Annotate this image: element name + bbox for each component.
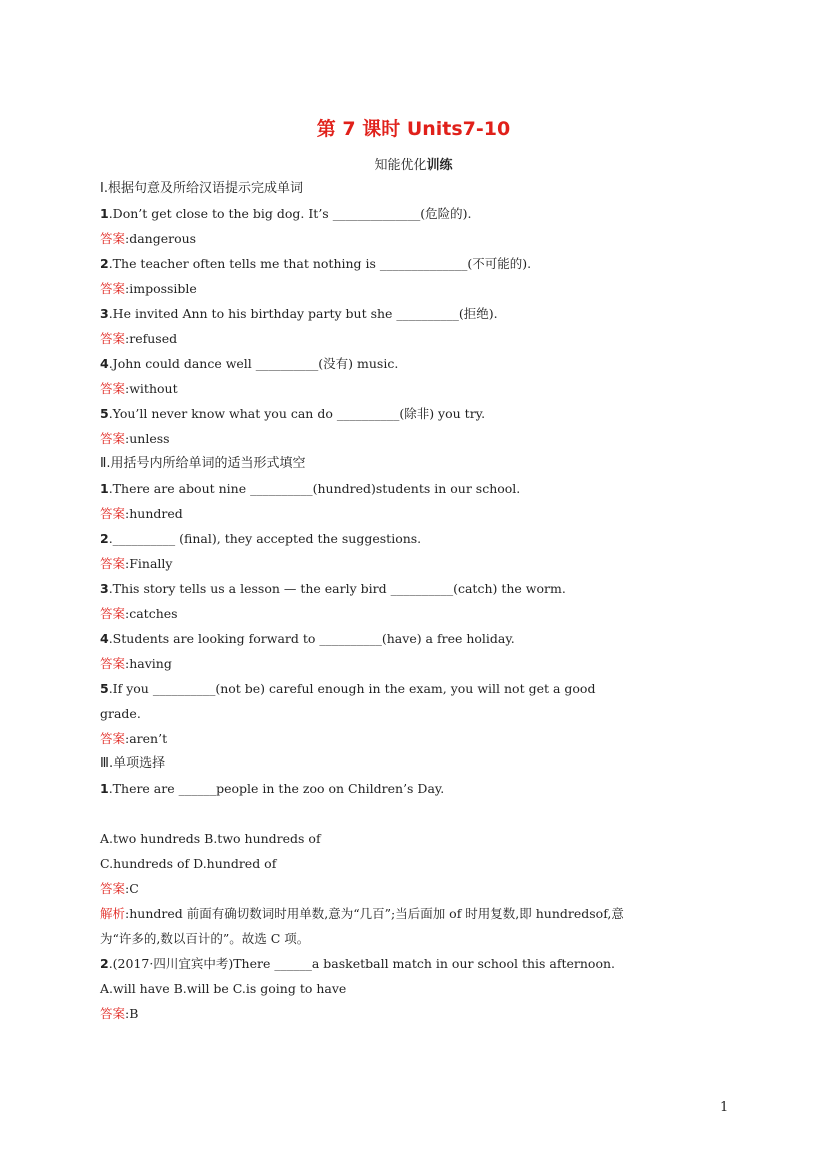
options-line: C.hundreds of D.hundred of <box>100 856 277 871</box>
section-heading-3: Ⅲ.单项选择 <box>100 756 166 771</box>
answer-line: 答案:without <box>100 381 178 396</box>
question-line: 4.Students are looking forward to __________(have) a free holiday. <box>100 631 515 646</box>
page-number: 1 <box>720 1100 729 1115</box>
page-subtitle <box>0 154 827 173</box>
answer-line: 答案:catches <box>100 606 178 621</box>
answer-line: 答案:having <box>100 656 172 671</box>
options-line: A.will have B.will be C.is going to have <box>100 981 347 996</box>
question-line: 1.There are about nine __________(hundred)students in our school. <box>100 481 521 496</box>
question-line: 2.(2017·四川宜宾中考)There ______a basketball match in our school this afternoon. <box>100 956 616 971</box>
answer-line: 答案:C <box>100 881 139 896</box>
answer-line: 答案:dangerous <box>100 231 197 246</box>
question-line: 1.There are ______people in the zoo on Children’s Day. <box>100 781 445 796</box>
answer-line: 答案:unless <box>100 431 170 446</box>
question-line: 2.__________ (final), they accepted the suggestions. <box>100 531 422 546</box>
question-line: 5.You’ll never know what you can do __________(除非) you try. <box>100 406 486 421</box>
section-heading-1: Ⅰ.根据句意及所给汉语提示完成单词 <box>100 181 303 196</box>
explanation-continuation: 为“许多的,数以百计的”。故选 C 项。 <box>100 931 310 946</box>
answer-line: 答案:Finally <box>100 556 173 571</box>
question-line: 4.John could dance well __________(没有) music. <box>100 356 399 371</box>
question-continuation: grade. <box>100 706 141 721</box>
options-line: A.two hundreds B.two hundreds of <box>100 831 321 846</box>
answer-line: 答案:hundred <box>100 506 183 521</box>
question-line: 3.This story tells us a lesson — the early bird __________(catch) the worm. <box>100 581 566 596</box>
question-line: 2.The teacher often tells me that nothing is ______________(不可能的). <box>100 256 532 271</box>
answer-line: 答案:refused <box>100 331 178 346</box>
page-title: 第 7 课时 Units7-10 <box>316 118 511 140</box>
question-line: 1.Don’t get close to the big dog. It’s ______________(危险的). <box>100 206 472 221</box>
section-heading-2: Ⅱ.用括号内所给单词的适当形式填空 <box>100 456 306 471</box>
question-line: 3.He invited Ann to his birthday party but she __________(拒绝). <box>100 306 498 321</box>
subtitle-normal: 知能优化 <box>374 158 427 173</box>
question-line: 5.If you __________(not be) careful enough in the exam, you will not get a good <box>100 681 596 696</box>
subtitle-bold: 训练 <box>426 158 453 173</box>
answer-line: 答案:B <box>100 1006 139 1021</box>
answer-line: 答案:aren’t <box>100 731 168 746</box>
answer-line: 答案:impossible <box>100 281 197 296</box>
explanation-line: 解析:hundred 前面有确切数词时用单数,意为“几百”;当后面加 of 时用复数,即 hundredsof,意 <box>100 906 624 921</box>
